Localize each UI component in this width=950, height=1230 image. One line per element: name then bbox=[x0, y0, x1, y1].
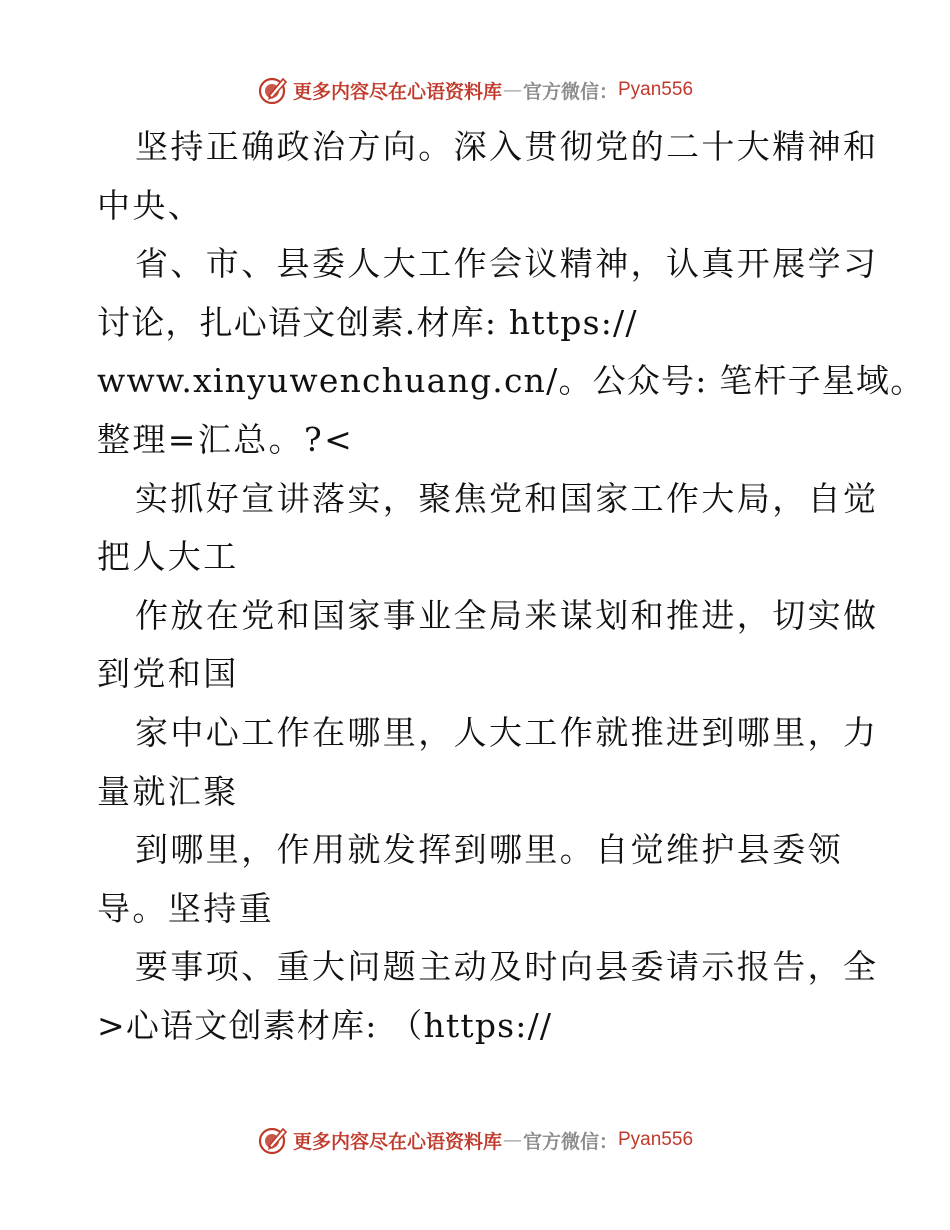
text-line: 把人大工 bbox=[97, 537, 239, 577]
text-line: 作放在党和国家事业全局来谋划和推进，切实做 bbox=[135, 595, 879, 635]
wechat-label: 官方微信： bbox=[522, 80, 618, 103]
text-line: 实抓好宣讲落实，聚焦党和国家工作大局，自觉 bbox=[135, 478, 879, 518]
text-line: 整理=汇总。?< bbox=[97, 419, 355, 459]
text-line: 量就汇聚 bbox=[97, 771, 239, 811]
text-line: 中央、 bbox=[97, 185, 204, 225]
text-line: www.xinyuwenchuang.cn/。公众号: 笔杆子星域。 bbox=[97, 361, 925, 401]
brand-dash: — bbox=[502, 1129, 522, 1151]
wechat-id: Pyan556 bbox=[618, 79, 694, 100]
text-line: 要事项、重大问题主动及时向县委请示报告，全 bbox=[135, 947, 879, 987]
text-line: 讨论，扎心语文创素.材库: https:// bbox=[97, 302, 638, 342]
text-line: 家中心工作在哪里，人大工作就推进到哪里，力 bbox=[135, 712, 879, 752]
wechat-id: Pyan556 bbox=[618, 1129, 694, 1150]
header-watermark bbox=[0, 72, 950, 108]
text-line: 省、市、县委人大工作会议精神，认真开展学习 bbox=[135, 244, 879, 284]
footer-watermark bbox=[0, 1122, 950, 1158]
body-text bbox=[97, 118, 925, 1056]
brand-dash: — bbox=[502, 79, 522, 101]
brand-text: 更多内容尽在心语资料库 bbox=[292, 80, 502, 103]
text-line: >心语文创素材库: （https:// bbox=[97, 1005, 553, 1045]
text-line: 导。坚持重 bbox=[97, 888, 274, 928]
pen-logo-icon bbox=[257, 1124, 289, 1156]
wechat-label: 官方微信： bbox=[522, 1130, 618, 1153]
brand-text: 更多内容尽在心语资料库 bbox=[292, 1130, 502, 1153]
text-line: 到党和国 bbox=[97, 654, 239, 694]
pen-logo-icon bbox=[257, 74, 289, 106]
text-line: 到哪里，作用就发挥到哪里。自觉维护县委领 bbox=[135, 830, 843, 870]
text-line: 坚持正确政治方向。深入贯彻党的二十大精神和 bbox=[135, 127, 879, 166]
